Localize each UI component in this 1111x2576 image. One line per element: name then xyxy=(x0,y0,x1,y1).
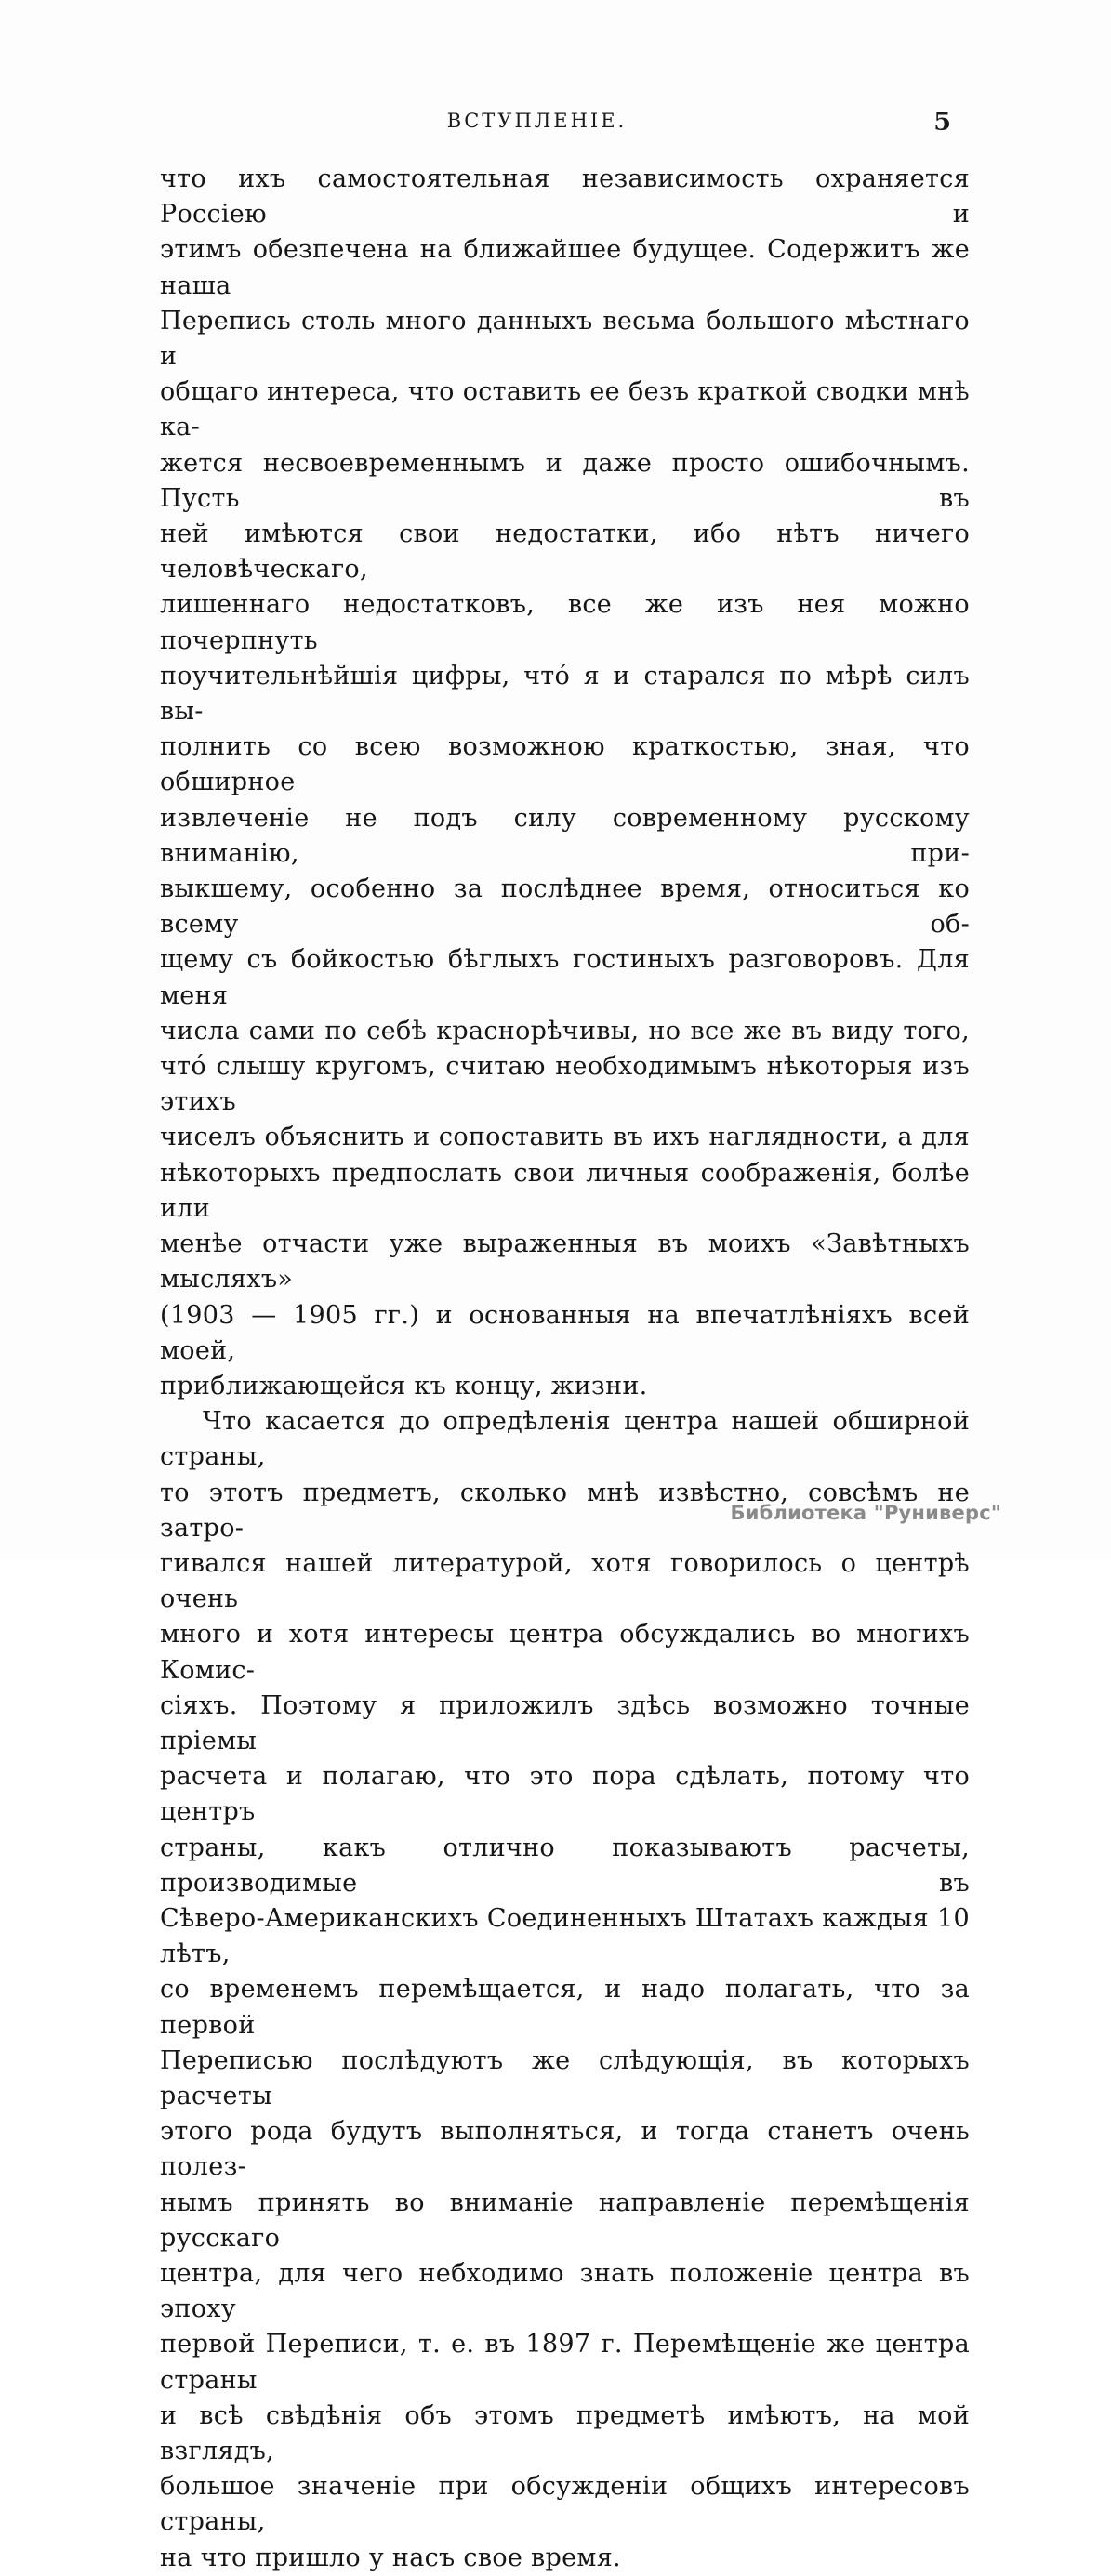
text-line: гивался нашей литературой, хотя говорилось о центрѣ очень xyxy=(160,1548,970,1614)
text-block xyxy=(160,162,970,2576)
text-line: то этотъ предметъ, сколько мнѣ извѣстно, совсѣмъ не затро- xyxy=(160,1478,970,1543)
text-line: что ихъ самостоятельная независимость охраняется Россіею и xyxy=(160,164,970,230)
text-line: большое значеніе при обсужденіи общихъ интересовъ страны, xyxy=(160,2472,970,2537)
text-line: ней имѣются свои недостатки, ибо нѣтъ ничего человѣческаго, xyxy=(160,519,970,585)
text-line: Перепись столь много данныхъ весьма большого мѣстнаго и xyxy=(160,306,970,372)
text-line: со временемъ перемѣщается, и надо полагать, что за первой xyxy=(160,1975,970,2040)
text-line: нѣкоторыхъ предпослать свои личныя соображенія, болѣе или xyxy=(160,1158,970,1223)
text-line: выкшему, особенно за послѣднее время, относиться ко всему об- xyxy=(160,874,970,940)
text-line: полнить со всею возможною краткостью, зная, что обширное xyxy=(160,732,970,797)
text-line: центра, для чего небходимо знать положеніе центра въ эпоху xyxy=(160,2258,970,2324)
text-line: и всѣ свѣдѣнія объ этомъ предметѣ имѣютъ, на мой взглядъ, xyxy=(160,2400,970,2465)
text-line: Что касается до опредѣленія центра нашей обширной страны, xyxy=(160,1407,970,1472)
text-line: что́ слышу кругомъ, считаю необходимымъ нѣкоторыя изъ этихъ xyxy=(160,1052,970,1117)
text-line: щему съ бойкостью бѣглыхъ гостиныхъ разговоровъ. Для меня xyxy=(160,945,970,1010)
text-line: (1903 — 1905 гг.) и основанныя на впечатлѣніяхъ всей моей, xyxy=(160,1300,970,1365)
text-line: жется несвоевременнымъ и даже просто ошибочнымъ. Пусть въ xyxy=(160,448,970,513)
text-line: приближающейся къ концу, жизни. xyxy=(160,1371,648,1400)
text-line: много и хотя интересы центра обсуждались во многихъ Комис- xyxy=(160,1620,970,1685)
text-line: общаго интереса, что оставить ее безъ краткой сводки мнѣ ка- xyxy=(160,377,970,442)
text-line: на что пришло у насъ свое время. xyxy=(160,2543,621,2572)
text-line: этимъ обезпечена на ближайшее будущее. Содержитъ же наша xyxy=(160,235,970,300)
text-line: этого рода будутъ выполняться, и тогда станетъ очень полез- xyxy=(160,2117,970,2182)
text-line: сіяхъ. Поэтому я приложилъ здѣсь возможно точные пріемы xyxy=(160,1690,970,1755)
text-line: числа сами по себѣ краснорѣчивы, но все же въ виду того, xyxy=(160,1016,970,1045)
text-line: извлеченіе не подъ силу современному русскому вниманію, при- xyxy=(160,803,970,868)
text-line: страны, какъ отлично показываютъ расчеты, производимые въ xyxy=(160,1833,970,1898)
library-watermark: Библиотека "Руниверс" xyxy=(730,1502,1001,1524)
page-number: 5 xyxy=(933,108,951,137)
text-line: расчета и полагаю, что это пора сдѣлать, потому что центръ xyxy=(160,1762,970,1827)
paragraph xyxy=(160,1404,970,2576)
text-line: лишеннаго недостатковъ, все же изъ нея можно почерпнуть xyxy=(160,590,970,655)
page-header xyxy=(160,110,970,141)
text-line: чиселъ объяснить и сопоставить въ ихъ наглядности, а для xyxy=(160,1123,970,1152)
running-title: ВСТУПЛЕНІЕ. xyxy=(446,110,628,132)
text-line: Сѣверо-Американскихъ Соединенныхъ Штатахъ каждыя 10 лѣтъ, xyxy=(160,1903,970,1969)
text-line: менѣе отчасти уже выраженныя въ моихъ «Завѣтныхъ мысляхъ» xyxy=(160,1229,970,1295)
text-line: Переписью послѣдуютъ же слѣдующія, въ которыхъ расчеты xyxy=(160,2045,970,2110)
paragraph xyxy=(160,162,970,1404)
text-line: первой Переписи, т. е. въ 1897 г. Перемѣщеніе же центра страны xyxy=(160,2330,970,2395)
text-line: нымъ принять во вниманіе направленіе перемѣщенія русскаго xyxy=(160,2188,970,2253)
text-line: поучительнѣйшія цифры, что́ я и старался по мѣрѣ силъ вы- xyxy=(160,661,970,727)
